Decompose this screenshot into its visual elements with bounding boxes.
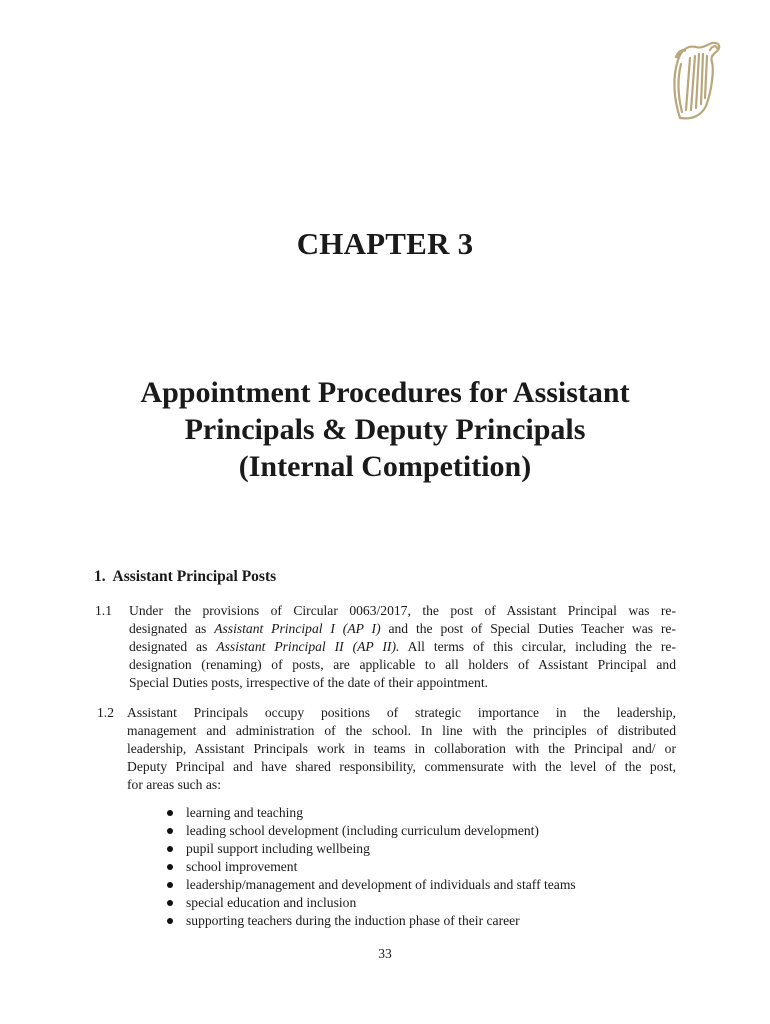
document-title: [40, 374, 730, 485]
harp-icon: [666, 40, 724, 122]
paragraph-number: 1.1: [95, 603, 112, 618]
title-line: (Internal Competition): [238, 450, 532, 483]
chapter-heading: CHAPTER 3: [296, 226, 474, 261]
paragraph-line: designated as Assistant Principal II (AP II). All terms of this circular, including the re-: [129, 639, 676, 654]
section-title: Assistant Principal Posts: [112, 568, 277, 585]
paragraph-number: 1.2: [97, 705, 114, 720]
paragraph-line: Assistant Principals occupy positions of strategic importance in the leadership,: [127, 705, 676, 720]
title-line: Principals & Deputy Principals: [184, 413, 586, 446]
list-item: special education and inclusion: [165, 894, 576, 912]
list-item: pupil support including wellbeing: [165, 840, 576, 858]
paragraph-1-2: [97, 704, 676, 794]
paragraph-line: designation (renaming) of posts, are applicable to all holders of Assistant Principal and: [129, 657, 676, 672]
term-ap1: Assistant Principal I (AP I): [214, 621, 381, 636]
paragraph-line: Deputy Principal and have shared responsibility, commensurate with the level of the post,: [127, 759, 676, 774]
section-number: 1.: [94, 568, 106, 585]
title-line: Appointment Procedures for Assistant: [140, 376, 630, 409]
paragraph-line: management and administration of the school. In line with the principles of distributed: [127, 723, 676, 738]
paragraph-line: for areas such as:: [127, 777, 221, 792]
page-number: 33: [378, 946, 392, 961]
list-item: supporting teachers during the induction phase of their career: [165, 912, 576, 930]
paragraph-1-1: [95, 602, 676, 692]
list-item: learning and teaching: [165, 804, 576, 822]
term-ap2: Assistant Principal II (AP II).: [216, 639, 400, 654]
paragraph-line: leadership, Assistant Principals work in teams in collaboration with the Principal and/ or: [127, 741, 676, 756]
list-item: leading school development (including curriculum development): [165, 822, 576, 840]
list-item: leadership/management and development of individuals and staff teams: [165, 876, 576, 894]
paragraph-line: designated as Assistant Principal I (AP I) and the post of Special Duties Teacher was re-: [129, 621, 676, 636]
paragraph-line: Under the provisions of Circular 0063/2017, the post of Assistant Principal was re-: [129, 603, 676, 618]
responsibility-list: [165, 804, 576, 930]
section-heading: [94, 568, 276, 586]
list-item: school improvement: [165, 858, 576, 876]
paragraph-line: Special Duties posts, irrespective of the date of their appointment.: [129, 675, 488, 690]
